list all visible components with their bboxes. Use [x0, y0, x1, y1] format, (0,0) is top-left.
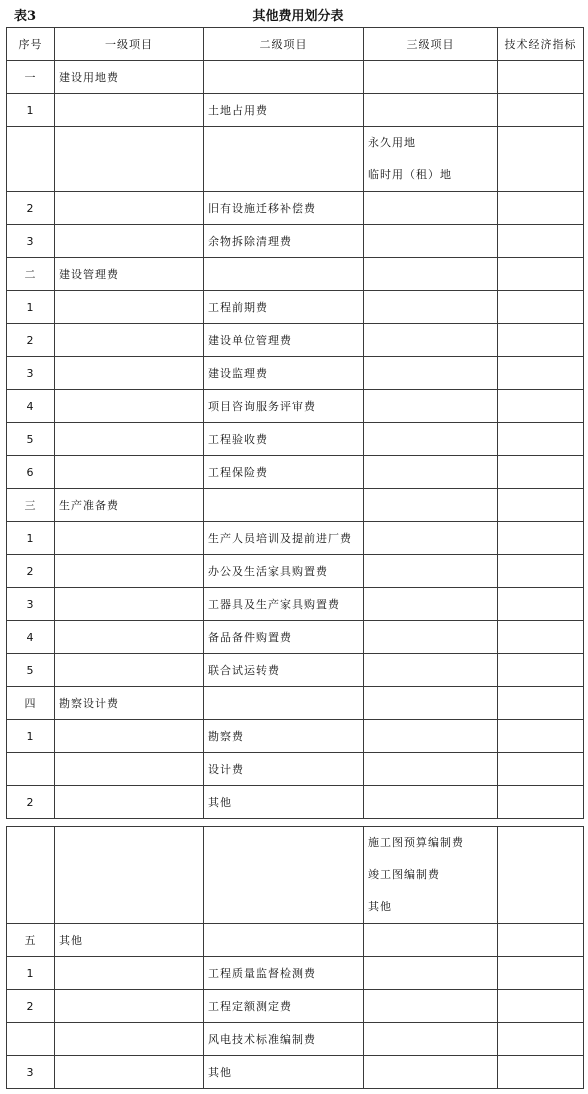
cell-line: 永久用地: [368, 136, 416, 149]
table-cell: [364, 357, 498, 390]
table-cell: [204, 924, 364, 957]
cell-line: 临时用（租）地: [368, 168, 452, 181]
table-row: [7, 522, 584, 555]
table-cell: 1: [7, 522, 55, 555]
table-cell: [498, 924, 584, 957]
table-cell: 风电技术标准编制费: [204, 1023, 364, 1056]
table-row: [7, 753, 584, 786]
table-cell: [498, 357, 584, 390]
table-cell: [498, 489, 584, 522]
table-cell: [7, 827, 55, 924]
table-cell: 1: [7, 94, 55, 127]
table-cell: [498, 192, 584, 225]
table-row: [7, 258, 584, 291]
table-cell: [364, 522, 498, 555]
table-cell: [498, 654, 584, 687]
table-cell: [364, 225, 498, 258]
table-cell: [498, 94, 584, 127]
table-row: [7, 654, 584, 687]
table-row: [7, 588, 584, 621]
table-row: [7, 1056, 584, 1089]
table-cell: [498, 1056, 584, 1089]
table-cell: 余物拆除清理费: [204, 225, 364, 258]
table-cell: 五: [7, 924, 55, 957]
table-cell: 3: [7, 1056, 55, 1089]
table-cell: [55, 324, 204, 357]
table-cell: [55, 720, 204, 753]
table-cell: [498, 61, 584, 94]
table-row: [7, 390, 584, 423]
table-row: [7, 423, 584, 456]
table-cell: [364, 687, 498, 720]
header-row: [7, 28, 584, 61]
table-cell: 5: [7, 654, 55, 687]
table-cell: 其他: [55, 924, 204, 957]
table-row: [7, 786, 584, 819]
table-cell: [55, 621, 204, 654]
table-cell: [55, 390, 204, 423]
table-row: [7, 957, 584, 990]
table-cell: [55, 522, 204, 555]
table-cell: 建设管理费: [55, 258, 204, 291]
table-cell: 1: [7, 957, 55, 990]
table-cell: [55, 94, 204, 127]
table-cell: 二: [7, 258, 55, 291]
table-cell: 工器具及生产家具购置费: [204, 588, 364, 621]
table-cell: 备品备件购置费: [204, 621, 364, 654]
table-cell: [55, 357, 204, 390]
table-cell: [55, 555, 204, 588]
table-cell: 4: [7, 621, 55, 654]
table-cell: [364, 423, 498, 456]
table-cell: [364, 324, 498, 357]
table-cell: [364, 753, 498, 786]
table-cell: [364, 94, 498, 127]
table-cell: [498, 258, 584, 291]
table-cell: [498, 522, 584, 555]
table-cell: 旧有设施迁移补偿费: [204, 192, 364, 225]
table-cell: [204, 687, 364, 720]
table-cell: [364, 127, 498, 192]
table-cell: 建设单位管理费: [204, 324, 364, 357]
table-cell: [364, 827, 498, 924]
table-row: [7, 127, 584, 192]
table-cell: 建设监理费: [204, 357, 364, 390]
table-cell: 联合试运转费: [204, 654, 364, 687]
table-cell: [7, 127, 55, 192]
header-cell-level2: 二级项目: [204, 28, 364, 61]
table-cell: 1: [7, 720, 55, 753]
cost-table-part2: [6, 826, 584, 1089]
table-row: [7, 357, 584, 390]
table-cell: [498, 390, 584, 423]
table-row: [7, 489, 584, 522]
table-cell: [7, 753, 55, 786]
table-cell: [55, 192, 204, 225]
table-row: [7, 555, 584, 588]
table-title: 其他费用划分表: [252, 9, 344, 24]
table-cell: 设计费: [204, 753, 364, 786]
table-cell: [55, 957, 204, 990]
table-cell: [498, 127, 584, 192]
table-cell: 工程定额测定费: [204, 990, 364, 1023]
table-cell: [55, 1023, 204, 1056]
header-cell-level1: 一级项目: [55, 28, 204, 61]
table-cell: [55, 588, 204, 621]
table-cell: [498, 456, 584, 489]
table-cell: 其他: [204, 786, 364, 819]
table-cell: [364, 621, 498, 654]
table-cell: 2: [7, 324, 55, 357]
table-cell: [364, 957, 498, 990]
table-caption: [0, 0, 588, 24]
table-cell: [498, 786, 584, 819]
table-cell: [55, 786, 204, 819]
table-row: [7, 61, 584, 94]
table-cell: [498, 291, 584, 324]
table-cell: 三: [7, 489, 55, 522]
table-cell: 6: [7, 456, 55, 489]
table-cell: 1: [7, 291, 55, 324]
table-cell: [364, 61, 498, 94]
table-cell: [204, 489, 364, 522]
table-cell: [364, 654, 498, 687]
table-cell: 勘察设计费: [55, 687, 204, 720]
table-cell: [498, 687, 584, 720]
table-cell: 2: [7, 555, 55, 588]
table-row: [7, 621, 584, 654]
table-cell: [55, 1056, 204, 1089]
table-cell: [364, 456, 498, 489]
header-cell-indicator: 技术经济指标: [498, 28, 584, 61]
table-cell: [204, 827, 364, 924]
table-cell: [55, 827, 204, 924]
table-row: [7, 687, 584, 720]
table-cell: 5: [7, 423, 55, 456]
table-cell: [364, 1056, 498, 1089]
table-row: [7, 324, 584, 357]
table-row: [7, 456, 584, 489]
table-cell: 办公及生活家具购置费: [204, 555, 364, 588]
table-cell: 四: [7, 687, 55, 720]
table-cell: 工程质量监督检测费: [204, 957, 364, 990]
table-cell: 工程保险费: [204, 456, 364, 489]
table-cell: [498, 423, 584, 456]
table-cell: [204, 258, 364, 291]
table-cell: [364, 291, 498, 324]
table-cell: 生产人员培训及提前进厂费: [204, 522, 364, 555]
header-cell-level3: 三级项目: [364, 28, 498, 61]
table-cell: 其他: [204, 1056, 364, 1089]
table-cell: [364, 192, 498, 225]
table-cell: 土地占用费: [204, 94, 364, 127]
table-cell: [364, 1023, 498, 1056]
table-row: [7, 924, 584, 957]
table-cell: [364, 720, 498, 753]
header-cell-seq: 序号: [7, 28, 55, 61]
table-cell: [55, 423, 204, 456]
table-cell: [498, 1023, 584, 1056]
table-cell: [498, 753, 584, 786]
table-cell: [498, 555, 584, 588]
table-cell: [364, 390, 498, 423]
cost-table-part1: [6, 27, 584, 819]
table-row: [7, 225, 584, 258]
table-cell: 生产准备费: [55, 489, 204, 522]
table-cell: [7, 1023, 55, 1056]
table-row: [7, 1023, 584, 1056]
table-cell: [498, 990, 584, 1023]
table-cell: [498, 225, 584, 258]
table-cell: [55, 456, 204, 489]
table-cell: [364, 990, 498, 1023]
cell-line: 其他: [368, 900, 392, 913]
table-cell: [204, 127, 364, 192]
table-cell: 工程前期费: [204, 291, 364, 324]
cell-line: 竣工图编制费: [368, 868, 440, 881]
table-cell: 工程验收费: [204, 423, 364, 456]
table-row: [7, 827, 584, 924]
table-cell: 建设用地费: [55, 61, 204, 94]
table-cell: [55, 291, 204, 324]
table-cell: [55, 127, 204, 192]
table-cell: [364, 924, 498, 957]
table-cell: [498, 957, 584, 990]
table-cell: 一: [7, 61, 55, 94]
table-cell: [364, 588, 498, 621]
table-cell: [55, 990, 204, 1023]
table-cell: 2: [7, 990, 55, 1023]
table-cell: [204, 61, 364, 94]
table-row: [7, 94, 584, 127]
table-cell: [364, 489, 498, 522]
table-row: [7, 990, 584, 1023]
table-cell: [364, 258, 498, 291]
table-cell: 勘察费: [204, 720, 364, 753]
table-cell: [498, 588, 584, 621]
table-cell: [55, 225, 204, 258]
table-cell: 2: [7, 786, 55, 819]
table-row: [7, 192, 584, 225]
table-cell: [498, 324, 584, 357]
table-cell: 3: [7, 588, 55, 621]
table-cell: [55, 753, 204, 786]
table-cell: [55, 654, 204, 687]
table-cell: 4: [7, 390, 55, 423]
table-cell: [364, 555, 498, 588]
table-number: 表3: [14, 9, 37, 24]
table-row: [7, 720, 584, 753]
table-cell: [498, 621, 584, 654]
table-cell: [498, 827, 584, 924]
table-cell: [498, 720, 584, 753]
cell-line: 施工图预算编制费: [368, 836, 464, 849]
table-cell: [364, 786, 498, 819]
table-cell: 2: [7, 192, 55, 225]
table-row: [7, 291, 584, 324]
table-cell: 3: [7, 225, 55, 258]
table-cell: 项目咨询服务评审费: [204, 390, 364, 423]
table-cell: 3: [7, 357, 55, 390]
